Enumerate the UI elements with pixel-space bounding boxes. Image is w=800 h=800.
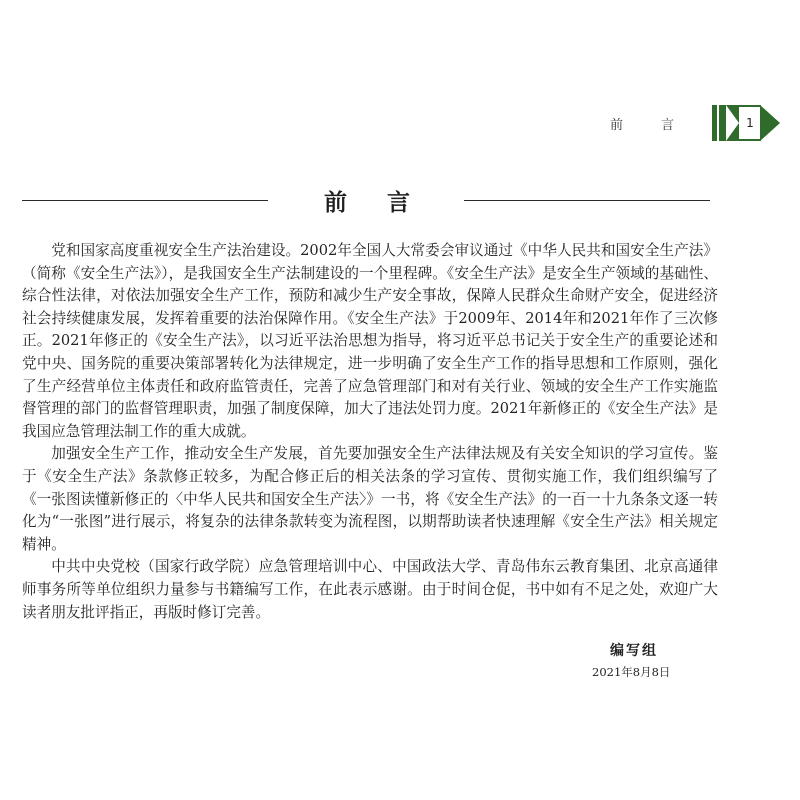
page-tab [712,104,780,142]
running-head [610,103,780,143]
page-number: 1 [739,105,761,141]
preface-body [22,240,718,624]
running-head-section: 前言 [609,117,712,133]
page-title: 前言 [324,188,450,216]
heading-rule-left [22,200,268,201]
paragraph-2: 加强安全生产工作，推动安全生产发展，首先要加强安全生产法律法规及有关安全知识的学习宣传。鉴于《安全生产法》条款修正较多，为配合修正后的相关法条的学习宣传、贯彻实施工作，我们组织编写了《一张图读懂新修正的〈中华人民共和国安全生产法〉》一书，将《安全生产法》的一百一十九条条文逐一转化为“一张图”进行展示，将复杂的法律条款转变为流程图，以期帮助读者快速理解《安全生产法》相关规定精神。 [22,445,718,553]
heading-rule-right [464,200,710,201]
tab-arrow-icon [760,105,780,141]
signature-name: 编写组 [610,643,658,659]
tab-bar-stripe [712,105,717,141]
preface-heading [22,180,710,220]
signature-date: 2021年8月8日 [592,665,671,679]
tab-chevron-icon [719,105,739,141]
paragraph-3: 中共中央党校（国家行政学院）应急管理培训中心、中国政法大学、青岛伟东云教育集团、北京高通律师事务所等单位组织力量参与书籍编写工作，在此表示感谢。由于时间仓促，书中如有不足之处，欢迎广大读者朋友批评指正，再版时修订完善。 [22,558,718,621]
paragraph-1: 党和国家高度重视安全生产法治建设。2002年全国人大常委会审议通过《中华人民共和国安全生产法》（简称《安全生产法》），是我国安全生产法制建设的一个里程碑。《安全生产法》是安全生产领域的基础性、综合性法律，对依法加强安全生产工作，预防和减少生产安全事故，保障人民群众生命财产安全，促进经济社会持续健康发展，发挥着重要的法治保障作用。《安全生产法》于2009年、2014年和2021年作了三次修正。2021年修正的《安全生产法》，以习近平法治思想为指导，将习近平总书记关于安全生产的重要论述和党中央、国务院的重要决策部署转化为法律规定，进一步明确了安全生产工作的指导思想和工作原则，强化了生产经营单位主体责任和政府监管责任，完善了应急管理部门和对有关行业、领域的安全生产工作实施监督管理的部门的监督管理职责，加强了制度保障，加大了违法处罚力度。2021年新修正的《安全生产法》是我国应急管理法制工作的重大成就。 [22,242,718,440]
signature-block [592,640,700,680]
